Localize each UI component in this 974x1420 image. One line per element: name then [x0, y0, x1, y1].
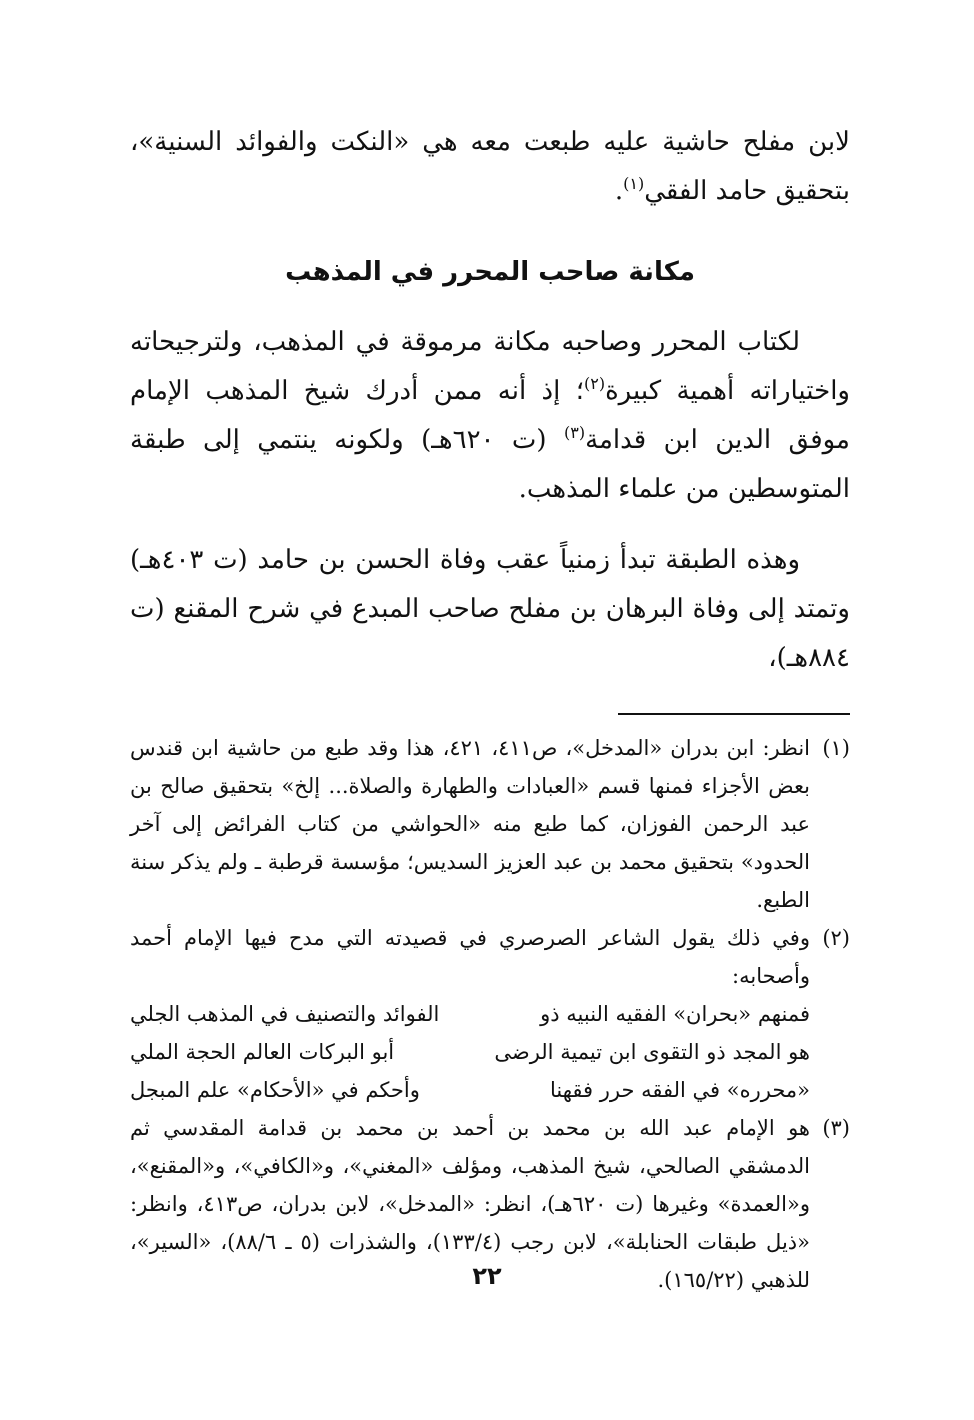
footnote-1	[130, 729, 850, 919]
verse-first-hemistich: فمنهم «بحران» الفقيه النبيه ذو	[540, 1002, 810, 1026]
verse-second-hemistich: أبو البركات العالم الحجة الملي	[130, 1040, 395, 1064]
paragraph-generation	[130, 536, 850, 683]
footnote-ref-2[interactable]: (٢)	[583, 374, 606, 393]
paragraph-intro	[130, 118, 850, 216]
footnote-ref-1[interactable]: (١)	[623, 174, 645, 193]
footnote-number: (٣)	[822, 1116, 850, 1140]
verse-first-hemistich: هو المجد ذو التقوى ابن تيمية الرضى	[494, 1040, 810, 1064]
footnote-2	[130, 919, 850, 995]
verse-first-hemistich: «محرره» في الفقه حرر فقهنا	[550, 1078, 810, 1102]
paragraph-generation-text: وهذه الطبقة تبدأ زمنياً عقب وفاة الحسن بن حامد (ت ٤٠٣هـ) وتمتد إلى وفاة البرهان بن مفلح صاحب المبدع في شرح المقنع (ت ٨٨٤هـ)،	[130, 545, 850, 673]
poem	[130, 995, 810, 1109]
paragraph-status-part2: ؛ إذ أنه ممن أدرك شيخ المذهب الإمام موفق الدين ابن قدامة	[130, 376, 850, 455]
verse-second-hemistich: وأحكم في «الأحكام» علم المبجل	[130, 1078, 420, 1102]
section-heading: مكانة صاحب المحرر في المذهب	[285, 257, 695, 287]
footnote-ref-3[interactable]: (٣)	[563, 423, 586, 442]
footnote-text: هو الإمام عبد الله بن محمد بن أحمد بن محمد بن قدامة المقدسي ثم الدمشقي الصالحي، شيخ المذهب، ومؤلف «المغني»، و«الكافي»، و«المقنع»، و«العمدة» وغيرها (ت ٦٢٠هـ)، انظر: «المدخل»، لابن بدران، ص٤١٣، وانظر: «ذيل طبقات الحنابلة»، لابن رجب (١٣٣/٤)، والشذرات (٥ ـ ٨٨/٦)، «السير»، للذهبي (١٦٥/٢٢).	[130, 1116, 811, 1292]
paragraph-intro-end: .	[614, 176, 624, 206]
verse-second-hemistich: الفوائد والتصنيف في المذهب الجلي	[130, 1002, 440, 1026]
footnotes	[130, 729, 850, 1299]
poem-verse	[130, 1071, 810, 1109]
poem-verse	[130, 995, 810, 1033]
footnote-number: (١)	[822, 736, 850, 760]
footnote-separator	[618, 713, 850, 715]
paragraph-intro-text: لابن مفلح حاشية عليه طبعت معه هي «النكت والفوائد السنية»، بتحقيق حامد الفقي	[130, 127, 851, 206]
page-number: ٢٢	[472, 1262, 502, 1290]
footnote-text: انظر: ابن بدران «المدخل»، ص٤١١، ٤٢١، هذا وقد طبع من حاشية ابن قندس بعض الأجزاء فمنها قسم «العبادات والطهارة والصلاة... إلخ» بتحقيق صالح بن عبد الرحمن الفوزان، كما طبع منه «الحواشي من كتاب الفرائض إلى آخر الحدود» بتحقيق محمد بن عبد العزيز السديس؛ مؤسسة قرطبة ـ ولم يذكر سنة الطبع.	[130, 736, 811, 912]
footnote-text: وفي ذلك يقول الشاعر الصرصري في قصيدته التي مدح فيها الإمام أحمد وأصحابه:	[130, 926, 810, 988]
paragraph-status-part3: (ت ٦٢٠هـ) ولكونه ينتمي إلى طبقة المتوسطين من علماء المذهب.	[130, 425, 850, 504]
footnote-number: (٢)	[822, 926, 850, 950]
poem-verse	[130, 1033, 810, 1071]
paragraph-status-part1: لكتاب المحرر وصاحبه مكانة مرموقة في المذهب، ولترجيحاته واختياراته أهمية كبيرة	[130, 327, 850, 406]
paragraph-status	[130, 318, 850, 514]
